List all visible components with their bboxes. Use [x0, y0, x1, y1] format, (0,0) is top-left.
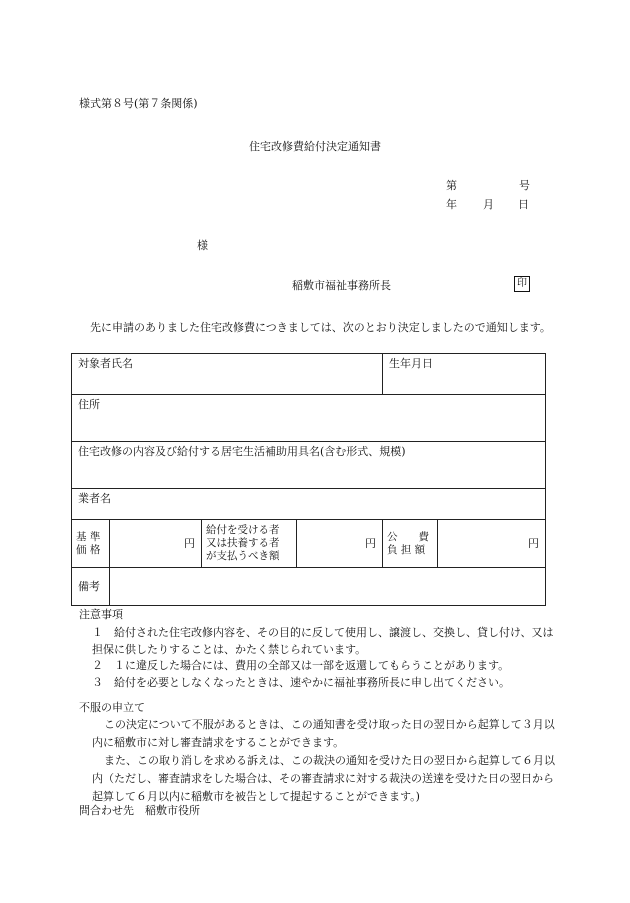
base-price-label-cell — [72, 520, 110, 568]
date-month: 月 — [483, 198, 494, 211]
public-burden-value-cell — [438, 520, 546, 568]
recipient-suffix: 様 — [197, 239, 208, 252]
base-price-label-line2: 価 格 — [76, 543, 101, 556]
document-title: 住宅改修費給付決定通知書 — [249, 140, 381, 153]
remarks-label-cell — [72, 568, 110, 606]
yen-unit: 円 — [184, 536, 195, 550]
contact-line: 問合わせ先 稲敷市役所 — [79, 804, 200, 817]
payer-label-line2: 又は扶養する者 — [206, 537, 280, 549]
subject-name-cell — [72, 354, 383, 395]
remarks-label: 備考 — [78, 579, 100, 593]
table-row — [72, 442, 546, 489]
date-day: 日 — [518, 198, 529, 211]
note-item-3: ３ 給付を必要としなくなったときは、速やかに福祉事務所長に申し出てください。 — [92, 676, 510, 689]
address-label: 住所 — [78, 398, 100, 411]
subject-name-label: 対象者氏名 — [78, 357, 133, 370]
seal-mark: 印 — [514, 276, 530, 292]
public-burden-label-line2: 負 担 額 — [387, 543, 426, 556]
table-row — [72, 354, 546, 395]
payer-amount-value-cell — [297, 520, 383, 568]
table-row — [72, 520, 546, 568]
public-burden-label-line1: 公 費 — [387, 530, 429, 543]
remarks-value-cell — [110, 568, 546, 606]
decision-table — [71, 353, 546, 606]
public-burden-label-cell — [383, 520, 438, 568]
birth-date-label: 生年月日 — [389, 357, 433, 370]
appeal-paragraph-1: この決定について不服があるときは、この通知書を受け取った日の翌日から起算して３月以内に稲敷市に対し審査請求をすることができます。 — [92, 718, 555, 749]
table-row — [72, 395, 546, 442]
note-item-2: ２ １に違反した場合には、費用の全部又は一部を返還してもらうことがあります。 — [92, 659, 510, 672]
address-cell — [72, 395, 546, 442]
appeal-paragraph-2: また、この取り消しを求める訴えは、この裁決の通知を受けた日の翌日から起算して６月以内（ただし、審査請求をした場合は、その審査請求に対する裁決の送達を受けた日の翌日から起算して６月以内に稲敷市を被告として提起することができます。) — [92, 754, 555, 803]
yen-unit: 円 — [365, 536, 376, 550]
contractor-cell — [72, 489, 546, 520]
content-label: 住宅改修の内容及び給付する居宅生活補助用具名(含む形式、規模) — [78, 445, 406, 458]
number-suffix: 号 — [519, 179, 530, 192]
contractor-label: 業者名 — [78, 492, 111, 505]
table-row — [72, 489, 546, 520]
notes-title: 注意事項 — [79, 608, 123, 621]
base-price-label-line1: 基 準 — [76, 530, 101, 543]
content-cell — [72, 442, 546, 489]
base-price-value-cell — [110, 520, 202, 568]
form-number: 様式第８号(第７条関係) — [79, 97, 198, 110]
date-year: 年 — [446, 198, 457, 211]
payer-label-line3: が支払うべき額 — [206, 550, 280, 562]
yen-unit: 円 — [528, 536, 539, 550]
note-item-1: １ 給付された住宅改修内容を、その目的に反して使用し、譲渡し、交換し、貸し付け、又は担保に供したりすることは、かたく禁じられています。 — [92, 626, 554, 656]
payer-label-line1: 給付を受ける者 — [206, 524, 280, 536]
appeal-title: 不服の申立て — [79, 701, 145, 714]
table-row — [72, 568, 546, 606]
birth-date-cell — [383, 354, 546, 395]
payer-amount-label-cell — [202, 520, 297, 568]
intro-text: 先に申請のありました住宅改修費につきましては、次のとおり決定しましたので通知します。 — [90, 321, 551, 334]
number-prefix: 第 — [446, 179, 457, 192]
sender-name: 稲敷市福祉事務所長 — [292, 279, 391, 292]
